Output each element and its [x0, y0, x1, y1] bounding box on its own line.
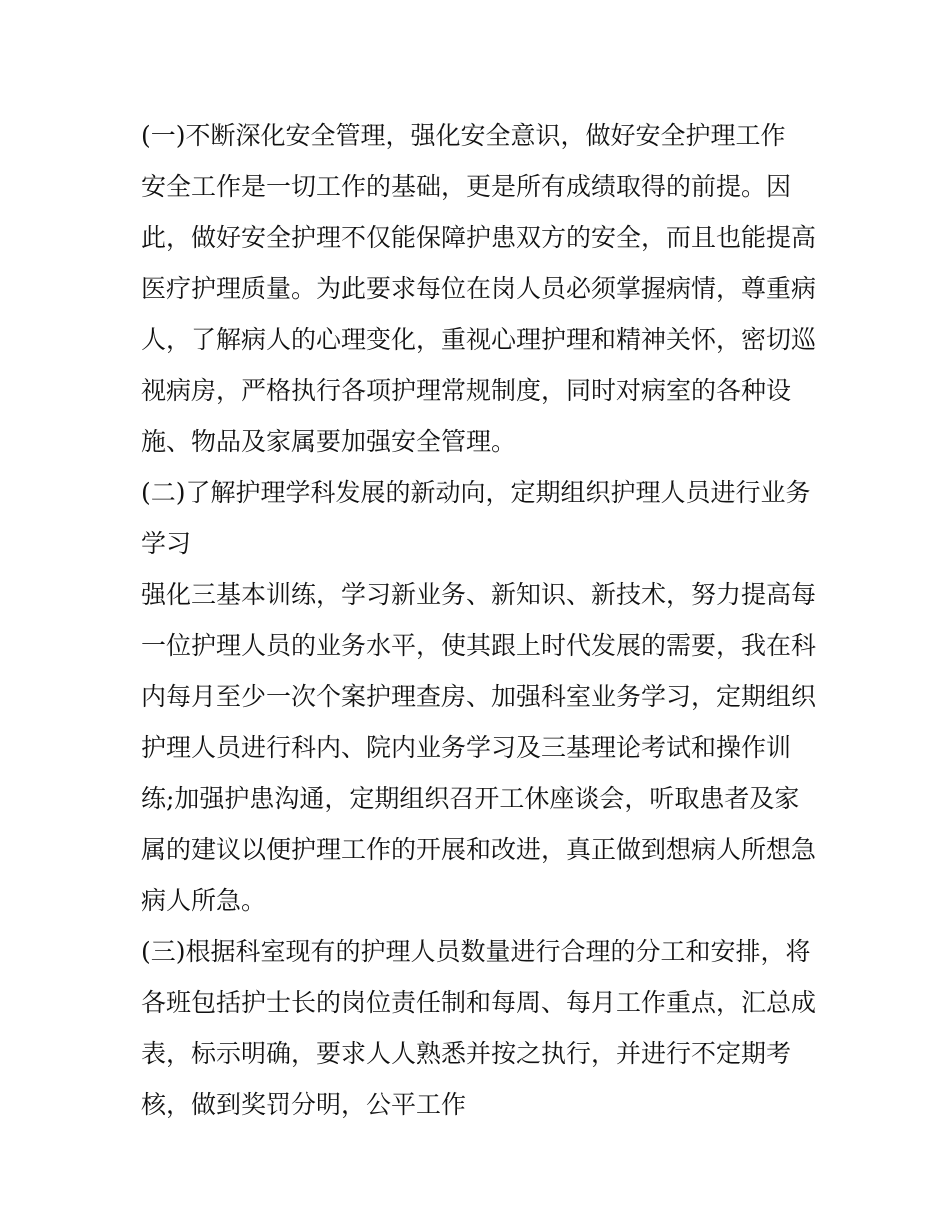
text-line: 表，标示明确，要求人人熟悉并按之执行，并进行不定期考: [141, 1039, 792, 1068]
document-body: [141, 110, 817, 1130]
text-line: 此，做好安全护理不仅能保障护患双方的安全，而且也能提高: [141, 223, 817, 252]
text-line: 医疗护理质量。为此要求每位在岗人员必须掌握病情，尊重病: [141, 274, 817, 303]
text-line: 强化三基本训练，学习新业务、新知识、新技术，努力提高每: [141, 580, 817, 609]
text-line: 施、物品及家属要加强安全管理。: [141, 427, 517, 456]
text-line: 视病房，严格执行各项护理常规制度，同时对病室的各种设: [141, 376, 792, 405]
text-line: 属的建议以便护理工作的开展和改进，真正做到想病人所想急: [141, 835, 817, 864]
text-line: 练;加强护患沟通，定期组织召开工休座谈会，听取患者及家: [141, 784, 800, 813]
text-line: 内每月至少一次个案护理查房、加强科室业务学习，定期组织: [141, 682, 817, 711]
text-line: 一位护理人员的业务水平，使其跟上时代发展的需要，我在科: [141, 631, 817, 660]
text-line: 安全工作是一切工作的基础，更是所有成绩取得的前提。因: [141, 172, 792, 201]
section-3-heading: (三)根据科室现有的护理人员数量进行合理的分工和安排，将: [141, 937, 811, 966]
text-line: 病人所急。: [141, 886, 267, 915]
text-line: 人，了解病人的心理变化，重视心理护理和精神关怀，密切巡: [141, 325, 817, 354]
text-line: 各班包括护士长的岗位责任制和每周、每月工作重点，汇总成: [141, 988, 817, 1017]
section-2-heading: (二)了解护理学科发展的新动向，定期组织护理人员进行业务: [141, 478, 811, 507]
section-2-heading-cont: 学习: [141, 529, 192, 558]
section-1-heading: (一)不断深化安全管理，强化安全意识，做好安全护理工作: [141, 121, 786, 150]
text-line: 核，做到奖罚分明，公平工作: [141, 1090, 467, 1119]
text-line: 护理人员进行科内、院内业务学习及三基理论考试和操作训: [141, 733, 792, 762]
